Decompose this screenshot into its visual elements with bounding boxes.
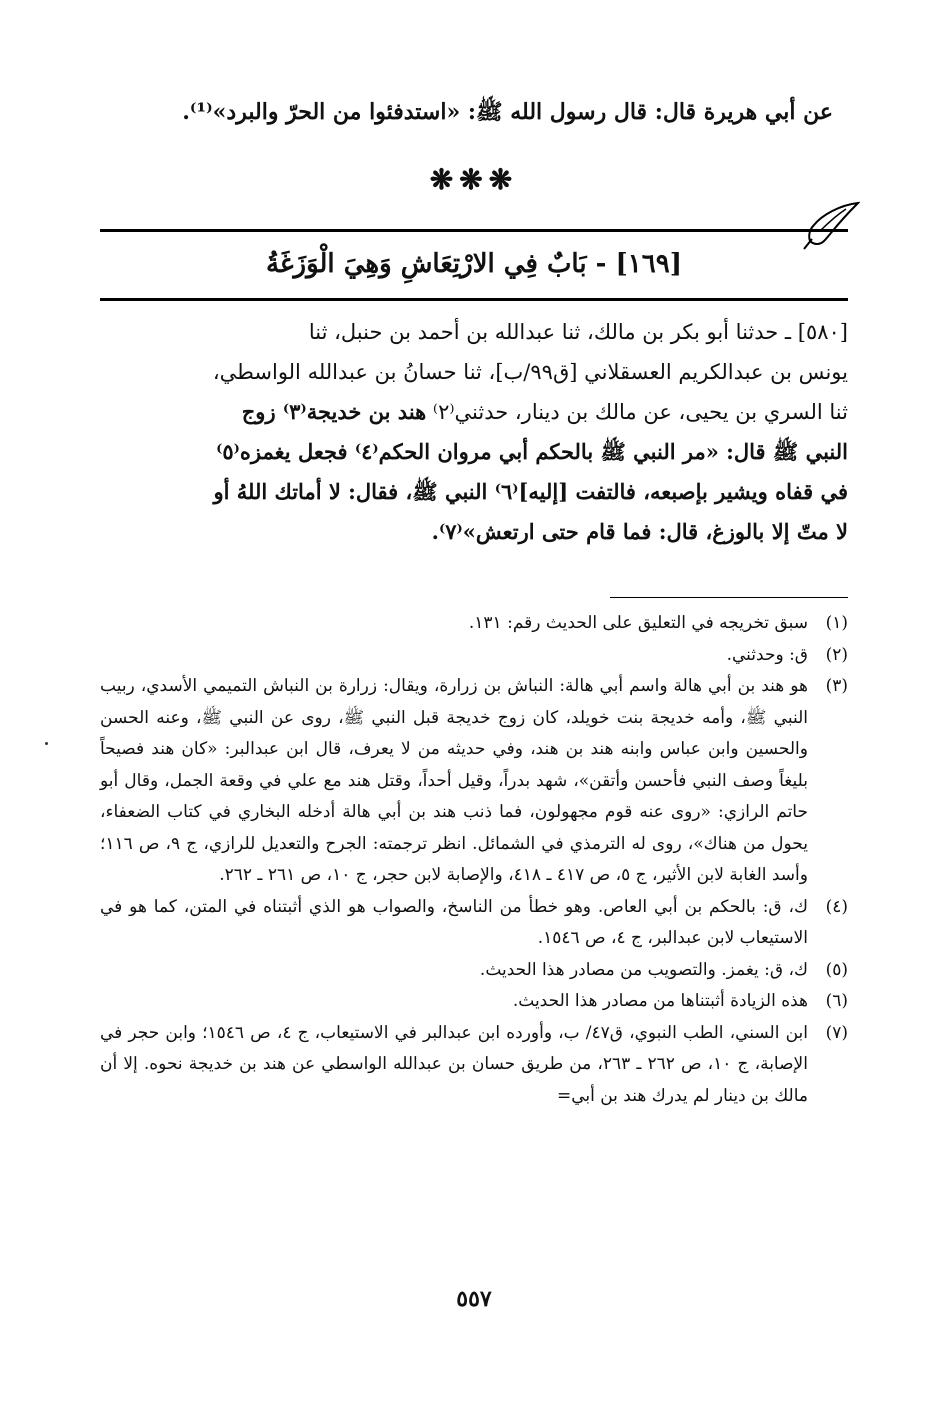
chapter-title: [١٦٩] - بَابٌ فِي الارْتِعَاشِ وَهِيَ الْوَزَغَةُ xyxy=(265,249,682,279)
hadith-chain-segment: ثنا السري بن يحيى، عن مالك بن دينار، حدثني⁽٢⁾ xyxy=(426,400,848,424)
footnote-text: هو هند بن أبي هالة واسم أبي هالة: النباش بن زرارة، ويقال: زرارة بن النباش التميمي الأسدي، ربيب النبي ﷺ، وأمه خديجة بنت خويلد، كان زوج خديجة قبل النبي ﷺ، روى عن النبي ﷺ، وعنه الحسن والحسين وابن عباس وابنه هند بن هند، وفي حديثه من لا يعرف، قال ابن عبدالبر: «كان هند فصيحاً بليغاً وصف النبي فأحسن وأتقن»، شهد بدراً، وقيل أحداً، وقتل هند مع علي في وقعة الجمل، وقال أبو حاتم الرازي: «روى عنه قوم مجهولون، فما ذنب هند بن أبي هالة أدخله البخاري في كتاب الضعفاء، يحول من هناك»، روى له الترمذي في الشمائل. انظر ترجمته: الجرح والتعديل للرازي، ج ٩، ص ١١٦؛ وأسد الغابة لابن الأثير، ج ٥، ص ٤١٧ ـ ٤١٨، والإصابة لابن حجر، ج ١٠، ص ٢٦١ ـ ٢٦٢. xyxy=(100,676,808,885)
previous-hadith-ending: عن أبي هريرة قال: قال رسول الله ﷺ: «استدفئوا من الحرّ والبرد»⁽¹⁾. xyxy=(182,99,833,125)
hadith-line: يونس بن عبدالكريم العسقلاني [ق٩٩/ب]، ثنا حسانُ بن عبدالله الواسطي، xyxy=(212,360,848,384)
chapter-rule-bottom xyxy=(100,298,848,301)
footnote-number: (٦) xyxy=(825,991,848,1011)
footnote-text: ك، ق: يغمز. والتصويب من مصادر هذا الحديث. xyxy=(479,959,808,980)
footnote-text: هذه الزيادة أثبتناها من مصادر هذا الحديث. xyxy=(512,991,808,1011)
footnote-text: سبق تخريجه في التعليق على الحديث رقم: ١٣١. xyxy=(468,613,808,633)
footnote xyxy=(100,671,848,892)
footnote xyxy=(100,608,848,640)
hadith-narrator: هند بن خديجة⁽٣⁾ زوج xyxy=(241,399,427,424)
footnote-number: (٧) xyxy=(825,1022,848,1043)
footnote xyxy=(100,892,848,955)
footnote xyxy=(100,640,848,672)
hadith-line: النبي ﷺ قال: «مر النبي ﷺ بالحكم أبي مروان الحكم⁽٤⁾ فجعل يغمزه⁽٥⁾ xyxy=(216,439,848,464)
footnote-text: ابن السني، الطب النبوي، ق٤٧/ ب، وأورده ابن عبدالبر في الاستيعاب، ج ٤، ص ١٥٤٦؛ وابن حجر في الإصابة، ج ١٠، ص ٢٦٢ ـ ٢٦٣، من طريق حسان بن عبدالله الواسطي عن هند بن خديجة نحوه. إلا أن مالك بن دينار لم يدرك هند بن أبي= xyxy=(100,1022,808,1106)
footnote xyxy=(100,1018,848,1113)
footnote-text: ك، ق: بالحكم بن أبي العاص. وهو خطأ من الناسخ، والصواب هو الذي أثبتناه في المتن، كما هو في الاستيعاب لابن عبدالبر، ج ٤، ص ١٥٤٦. xyxy=(100,896,808,948)
footnote-separator xyxy=(610,597,848,598)
footnote-number: (٣) xyxy=(825,676,848,696)
hadith-line xyxy=(100,392,848,432)
hadith-line: [٥٨٠] ـ حدثنا أبو بكر بن مالك، ثنا عبدالله بن أحمد بن حنبل، ثنا xyxy=(308,320,848,344)
footnote-number: (١) xyxy=(825,613,848,633)
footnote-text: ق: وحدثني. xyxy=(726,644,808,665)
footnote xyxy=(100,955,848,987)
footnote xyxy=(100,986,848,1018)
footnote-number: (٢) xyxy=(825,644,848,665)
footnote-number: (٤) xyxy=(825,896,848,917)
hadith-line: في قفاه ويشير بإصبعه، فالتفت [إليه]⁽٦⁾ النبي ﷺ، فقال: لا أماتك اللهُ أو xyxy=(213,479,848,504)
footnotes xyxy=(100,608,848,1112)
scan-speck xyxy=(45,742,48,745)
hadith-text xyxy=(100,312,848,552)
footnote-number: (٥) xyxy=(825,959,848,980)
hadith-line: لا متّ إلا بالوزغ، قال: فما قام حتى ارتعش»⁽٧⁾. xyxy=(431,519,848,544)
chapter-rule-top xyxy=(100,229,848,232)
page-number: ٥٥٧ xyxy=(456,1286,492,1312)
section-separator: ❋❋❋ xyxy=(429,163,519,196)
